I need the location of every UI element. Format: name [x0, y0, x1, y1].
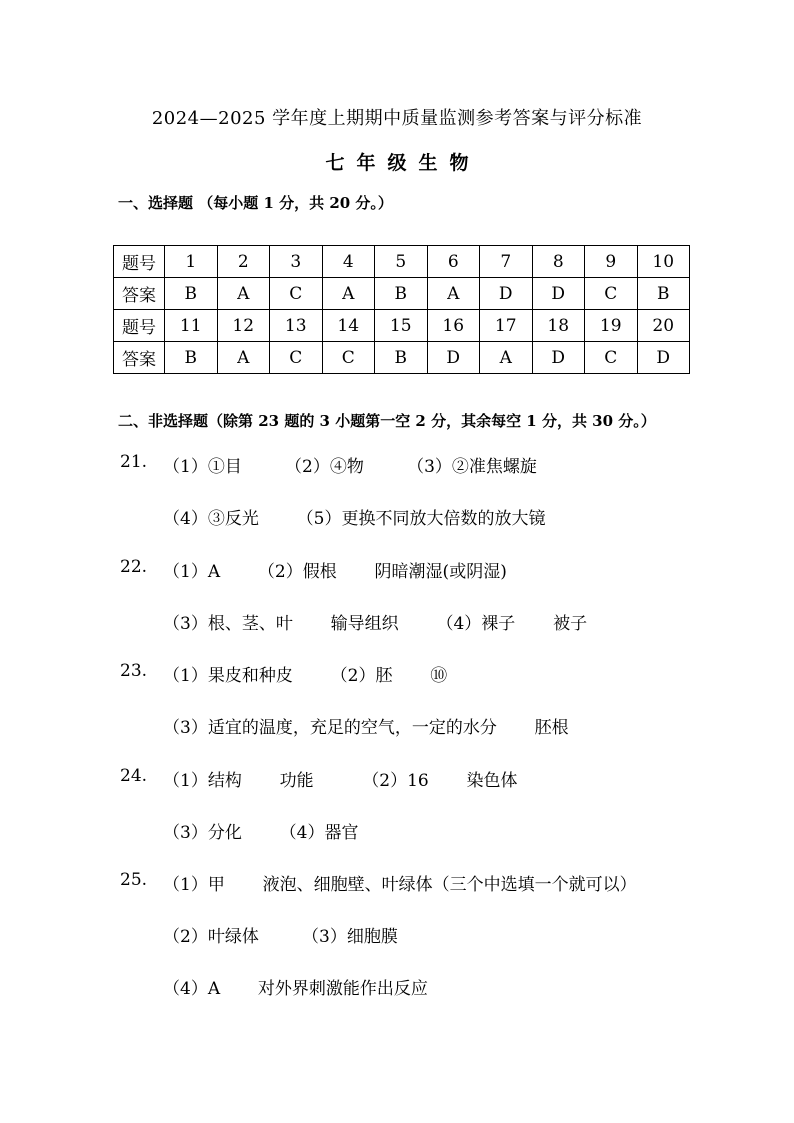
answer-line: （3）分化 （4）器官	[163, 823, 359, 843]
document-subtitle: 七年级生物	[325, 152, 481, 174]
question-number: 3	[270, 246, 323, 278]
question-number: 16	[427, 310, 480, 342]
table-row	[114, 246, 690, 278]
section1-heading: 一、选择题 （每小题 1 分，共 20 分。）	[118, 194, 393, 212]
question-number: 12	[217, 310, 270, 342]
answer-cell: D	[637, 342, 690, 374]
question-number: 9	[585, 246, 638, 278]
answer-cell: D	[480, 278, 533, 310]
question-number: 19	[585, 310, 638, 342]
row-label: 题号	[114, 310, 165, 342]
table-row	[114, 278, 690, 310]
answer-cell: B	[165, 278, 218, 310]
answer-cell: A	[480, 342, 533, 374]
question-number: 2	[217, 246, 270, 278]
answer-line: （1）结构 功能 （2）16 染色体	[163, 771, 518, 791]
answer-line: （1）A （2）假根 阴暗潮湿(或阴湿)	[163, 562, 507, 582]
answer-line: （4）③反光 （5）更换不同放大倍数的放大镜	[163, 509, 546, 529]
answer-cell: C	[270, 342, 323, 374]
answer-line: （4）A 对外界刺激能作出反应	[163, 979, 428, 999]
question-number: 13	[270, 310, 323, 342]
answer-cell: B	[375, 278, 428, 310]
question-number: 8	[532, 246, 585, 278]
answer-line: （1）①目 （2）④物 （3）②准焦螺旋	[163, 457, 537, 477]
answer-cell: C	[585, 278, 638, 310]
question-number: 6	[427, 246, 480, 278]
question-number-23: 23.	[120, 661, 148, 681]
row-label: 题号	[114, 246, 165, 278]
row-label: 答案	[114, 278, 165, 310]
answer-line: （2）叶绿体 （3）细胞膜	[163, 927, 398, 947]
answer-cell: B	[375, 342, 428, 374]
answer-cell: D	[532, 342, 585, 374]
row-label: 答案	[114, 342, 165, 374]
answer-cell: C	[322, 342, 375, 374]
answer-table	[113, 245, 690, 374]
question-number-21: 21.	[120, 452, 148, 472]
question-number: 4	[322, 246, 375, 278]
answer-cell: D	[427, 342, 480, 374]
answer-cell: A	[217, 278, 270, 310]
answer-line: （1）甲 液泡、细胞壁、叶绿体（三个中选填一个就可以）	[163, 875, 637, 895]
question-number: 15	[375, 310, 428, 342]
answer-line: （3）适宜的温度，充足的空气，一定的水分 胚根	[163, 718, 569, 738]
answer-cell: D	[532, 278, 585, 310]
answer-line: （3）根、茎、叶 输导组织 （4）裸子 被子	[163, 614, 588, 634]
question-number: 17	[480, 310, 533, 342]
question-number: 7	[480, 246, 533, 278]
question-number: 14	[322, 310, 375, 342]
table-row	[114, 310, 690, 342]
question-number: 10	[637, 246, 690, 278]
answer-cell: C	[270, 278, 323, 310]
answer-cell: B	[637, 278, 690, 310]
question-number: 5	[375, 246, 428, 278]
answer-cell: A	[427, 278, 480, 310]
question-number: 20	[637, 310, 690, 342]
section2-heading: 二、非选择题（除第 23 题的 3 小题第一空 2 分，其余每空 1 分，共 30 分。）	[118, 412, 656, 430]
question-number: 11	[165, 310, 218, 342]
answer-cell: A	[322, 278, 375, 310]
answer-line: （1）果皮和种皮 （2）胚 ⑩	[163, 666, 448, 686]
question-number-22: 22.	[120, 557, 148, 577]
document-title: 2024—2025 学年度上期期中质量监测参考答案与评分标准	[151, 108, 643, 129]
question-number-24: 24.	[120, 766, 148, 786]
question-number: 18	[532, 310, 585, 342]
question-number: 1	[165, 246, 218, 278]
answer-cell: B	[165, 342, 218, 374]
answer-cell: C	[585, 342, 638, 374]
question-number-25: 25.	[120, 870, 148, 890]
answer-cell: A	[217, 342, 270, 374]
table-row	[114, 342, 690, 374]
